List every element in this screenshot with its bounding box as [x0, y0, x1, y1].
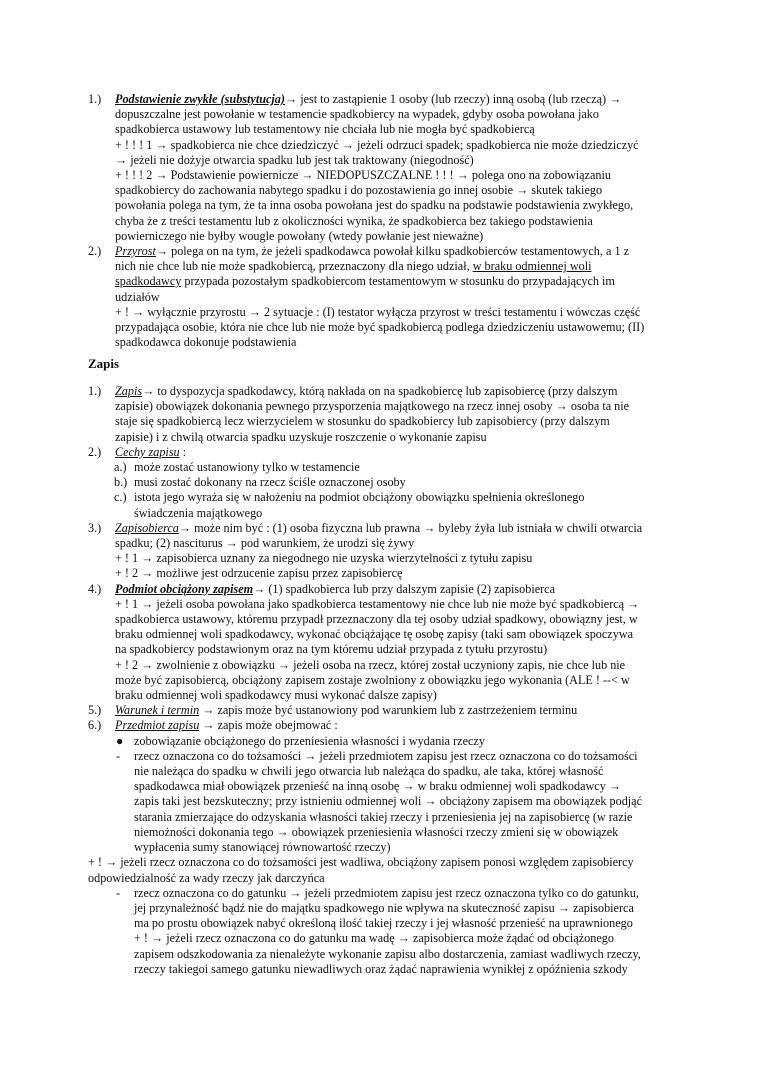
text-line: → jeżeli nie dożyje otwarcia spadku lub jest tak traktowany (niegodność) [115, 152, 474, 167]
sub-item-a [88, 460, 678, 475]
list-item-3 [88, 521, 678, 582]
text-line: powierniczego nie byłby wougle powołany (wtedy powłanie jest nieważne) [115, 228, 484, 243]
section-substitution [88, 92, 678, 350]
list-item-5 [88, 703, 678, 718]
text-line: istota jego wyraża się w nałożeniu na podmiot obciążony obowiązku spełnienia określonego [134, 490, 585, 505]
text-line: przypada pozostałym spadkobiercom testamentowym w stosunku do przypadających im [181, 274, 615, 289]
text-line: wypłacenia sumy stanowiącej równowartość rzeczy) [134, 840, 391, 855]
item-number: 4.) [88, 581, 102, 596]
item-number: 1.) [88, 92, 102, 106]
text-line: spadku; (2) nasciturus → pod warunkiem, że urodzi się żywy [115, 536, 415, 551]
term-cechy-zapisu: Cechy zapisu [115, 444, 180, 459]
text-line: + ! 2 → możliwe jest odrzucenie zapisu przez zapisobiercę [115, 566, 403, 581]
underlined-text: spadkodawcy [115, 274, 182, 289]
text-line: + ! 1 → jeżeli osoba powołana jako spadkobierca testamentowy nie chce lub nie może być spadkobiercą → [115, 596, 640, 611]
term-podmiot-obciazony: Podmiot obciążony zapisem [115, 581, 254, 596]
text-line: → zapis może obejmować : [202, 718, 338, 733]
text-line: starania zmierzające do odzyskania własności takiej rzeczy i przeniesienia jej na zapisobiercę (w razie [134, 809, 633, 824]
text-line: zapisie) obowiązek dokonania pewnego przysporzenia majątkowego na rzecz innej osoby → osoba ta nie [115, 399, 630, 414]
section-heading: Zapis [88, 356, 120, 371]
text-line: dopuszczalne jest powołanie w testamencie spadkobiercy na wypadek, gdyby osoba powołana jako [115, 107, 599, 122]
underlined-text: w braku odmiennej woli [472, 259, 592, 274]
text-line: nich nie chce lub nie może spadkobiercą, przeznaczony dla niego udział, [115, 259, 473, 274]
sub-item-number: c.) [114, 490, 127, 505]
list-item-2 [88, 445, 678, 521]
term-podstawienie: Podstawienie zwykłe (substytucja) [115, 92, 285, 106]
bullet-dash-icon: - [116, 885, 121, 900]
term-przyrost: Przyrost [115, 244, 156, 259]
sub-item-number: b.) [114, 475, 128, 490]
text-line: + ! 1 → zapisobierca uznany za niegodnego nie uzyska wierzytelności z tytułu zapisu [115, 551, 533, 566]
item-number: 6.) [88, 718, 102, 733]
note-paragraph [88, 855, 678, 885]
bullet-item [88, 886, 678, 977]
text-line: odpowiedzialność za wady rzeczy jak darczyńca [88, 870, 325, 885]
item-number: 2.) [88, 244, 102, 259]
item-number: 3.) [88, 520, 102, 535]
text-line: spadkodawca dokonuje podstawienia [115, 335, 297, 350]
list-item-6 [88, 718, 678, 976]
text-line: na spadkobiercy podstawionym oraz na tym któremu udział przypada z tytułu przyrostu) [115, 642, 548, 657]
text-line: rzecz oznaczona co do gatunku → jeżeli przedmiotem zapisu jest rzecz oznaczona tylko co do gatunku, [134, 885, 639, 900]
text-line: + ! ! ! 2 → Podstawienie powiernicze → NIEDOPUSZCZALNE ! ! ! → polega ono na zobowiązaniu [115, 168, 611, 183]
text-line: ma po prostu obowiązek nabyć określoną ilość takiej rzeczy i jej własność przenieść na uprawnionego [134, 916, 633, 931]
text-line: → polega on na tym, że jeżeli spadkodawca powołał kilku spadkobierców testamentowych, a 1 z [155, 244, 629, 259]
bullet-dot-icon: ● [116, 733, 124, 748]
text-line: staje się spadkobiercą lecz wierzycielem w stosunku do spadkobiercy lub zapisobiercy (przy dalszym [115, 414, 610, 429]
text-line: udziałów [115, 289, 160, 304]
text-line: zapisie) i z chwilą otwarcia spadku uzyskuje roszczenie o wykonanie zapisu [115, 429, 487, 444]
list-item-1 [88, 384, 678, 445]
text-line: spadkobiercy do zachowania nabytego spadku i do pozostawienia go innej osobie → skutek takiego [115, 183, 603, 198]
text-line: musi zostać dokonany na rzecz ściśle oznaczonej osoby [134, 475, 406, 490]
text-line: spadkodawca miał obowiązek przenieść na inną osobę → w braku odmiennej woli spadkodawcy → [134, 779, 622, 794]
text-line: + ! ! ! 1 → spadkobierca nie chce dziedziczyć → jeżeli odrzuci spadek; spadkobierca nie może dziedziczyć [115, 137, 639, 152]
term-warunek-termin: Warunek i termin [115, 703, 200, 718]
term-zapis: Zapis [115, 384, 143, 398]
text-line: zapis taki jest bezskuteczny; przy istnieniu odmiennej woli → obciążony zapisem ma obowiązek podjąć [134, 794, 642, 809]
text-line: może być zapisobiercą, obciążony zapisem zostaje zwolniony z obowiązku jego wykonania (ALE ! --< w [115, 672, 630, 687]
text-line: braku odmiennej woli spadkodawcy musi wykonać dalsze zapisy) [115, 688, 437, 703]
text-line: zapisem odszkodowania za nienależyte wykonanie zapisu albo dostarczenia, zamiast wadliwych rzeczy, [134, 946, 641, 961]
item-number: 5.) [88, 703, 102, 718]
text-line: → (1) spadkobierca lub przy dalszym zapisie (2) zapisobierca [253, 581, 555, 596]
text-line: → może nim być : (1) osoba fizyczna lub prawna → byleby żyła lub istniała w chwili otwarcia [178, 520, 643, 535]
sub-item-c [88, 490, 678, 520]
text-line: + ! → jeżeli rzecz oznaczona co do gatunku ma wadę → zapisobierca może żądać od obciążonego [134, 931, 614, 946]
text-line: → to dyspozycja spadkodawcy, którą nakłada on na spadkobiercę lub zapisobiercę (przy dalszym [142, 384, 618, 398]
text-line: spadkobierca ustawowy lub testamentowy nie chciała lub nie mogła być spadkobiercą [115, 122, 535, 137]
list-item-2 [88, 244, 678, 350]
text-line: : [179, 444, 187, 459]
term-przedmiot-zapisu: Przedmiot zapisu [115, 718, 200, 733]
sub-item-b [88, 475, 678, 490]
item-number: 2.) [88, 444, 102, 459]
text-line: rzeczy takiegoi samego gatunku niewadliwych oraz żądać naprawienia wynikłej z opóźnienia szkody [134, 961, 628, 976]
list-item-1 [88, 92, 678, 244]
text-line: może zostać ustanowiony tylko w testamencie [134, 460, 360, 475]
sub-item-number: a.) [114, 460, 127, 475]
text-line: + ! 2 → zwolnienie z obowiązku → jeżeli osoba na rzecz, której został uczyniony zapis, nie chce lub nie [115, 657, 626, 672]
text-line: świadczenia majątkowego [134, 505, 263, 520]
text-line: niemożności dokonania tego → obowiązek przeniesienia własności rzeczy zmieni się w obowiązek [134, 824, 619, 839]
bullet-dash-icon: - [116, 748, 121, 763]
text-line: → zapis może być ustanowiony pod warunkiem lub z zastrzeżeniem terminu [199, 703, 578, 718]
text-line: chyba że z treści testamentu lub z okoliczności wynika, że spadkobierca bez takiego podstawienia [115, 213, 593, 228]
section-zapis [88, 384, 678, 977]
text-line: nie należąca do spadku w chwili jego otwarcia lub należąca do spadku, ale taka, której własność [134, 764, 604, 779]
text-line: + ! → jeżeli rzecz oznaczona co do tożsamości jest wadliwa, obciążony zapisem ponosi względem zapisobiercy [88, 855, 634, 870]
list-item-4 [88, 582, 678, 704]
text-line: rzecz oznaczona co do tożsamości → jeżeli przedmiotem zapisu jest rzecz oznaczona co do tożsamości [134, 748, 638, 763]
bullet-item [88, 749, 678, 855]
text-line: przypadająca osobie, która nie chce lub nie może być spadkobiercą podlega dziedziczeniu ustawowemu; (II) [115, 320, 645, 335]
bullet-item [88, 734, 678, 749]
text-line: jej przynależność bądź nie do majątku spadkowego nie wpływa na skuteczność zapisu → zapisobierca [134, 900, 634, 915]
text-line: + ! → wyłącznie przyrostu → 2 sytuacje : (I) testator wyłącza przyrost w treści testamentu i wówczas część [115, 304, 641, 319]
item-number: 1.) [88, 384, 102, 398]
term-zapisobierca: Zapisobierca [115, 520, 179, 535]
text-line: powołania polega na tym, że ta inna osoba powołana jest do spadku na podstawie podstawienia zwykłego, [115, 198, 634, 213]
text-line: zobowiązanie obciążonego do przeniesienia własności i wydania rzeczy [134, 733, 485, 748]
text-line: spadkobierca ustawowy, któremu przypadł przeznaczony dla tej osoby udział spadkowy, obowiązny jest, w [115, 612, 638, 627]
text-line: braku odmiennej woli spadkodawcy, wykonać obciążające tę osobę zapisy (taki sam obowiązek spoczywa [115, 627, 634, 642]
text-line: → jest to zastąpienie 1 osoby (lub rzeczy) inną osobą (lub rzeczą) → [284, 92, 622, 106]
